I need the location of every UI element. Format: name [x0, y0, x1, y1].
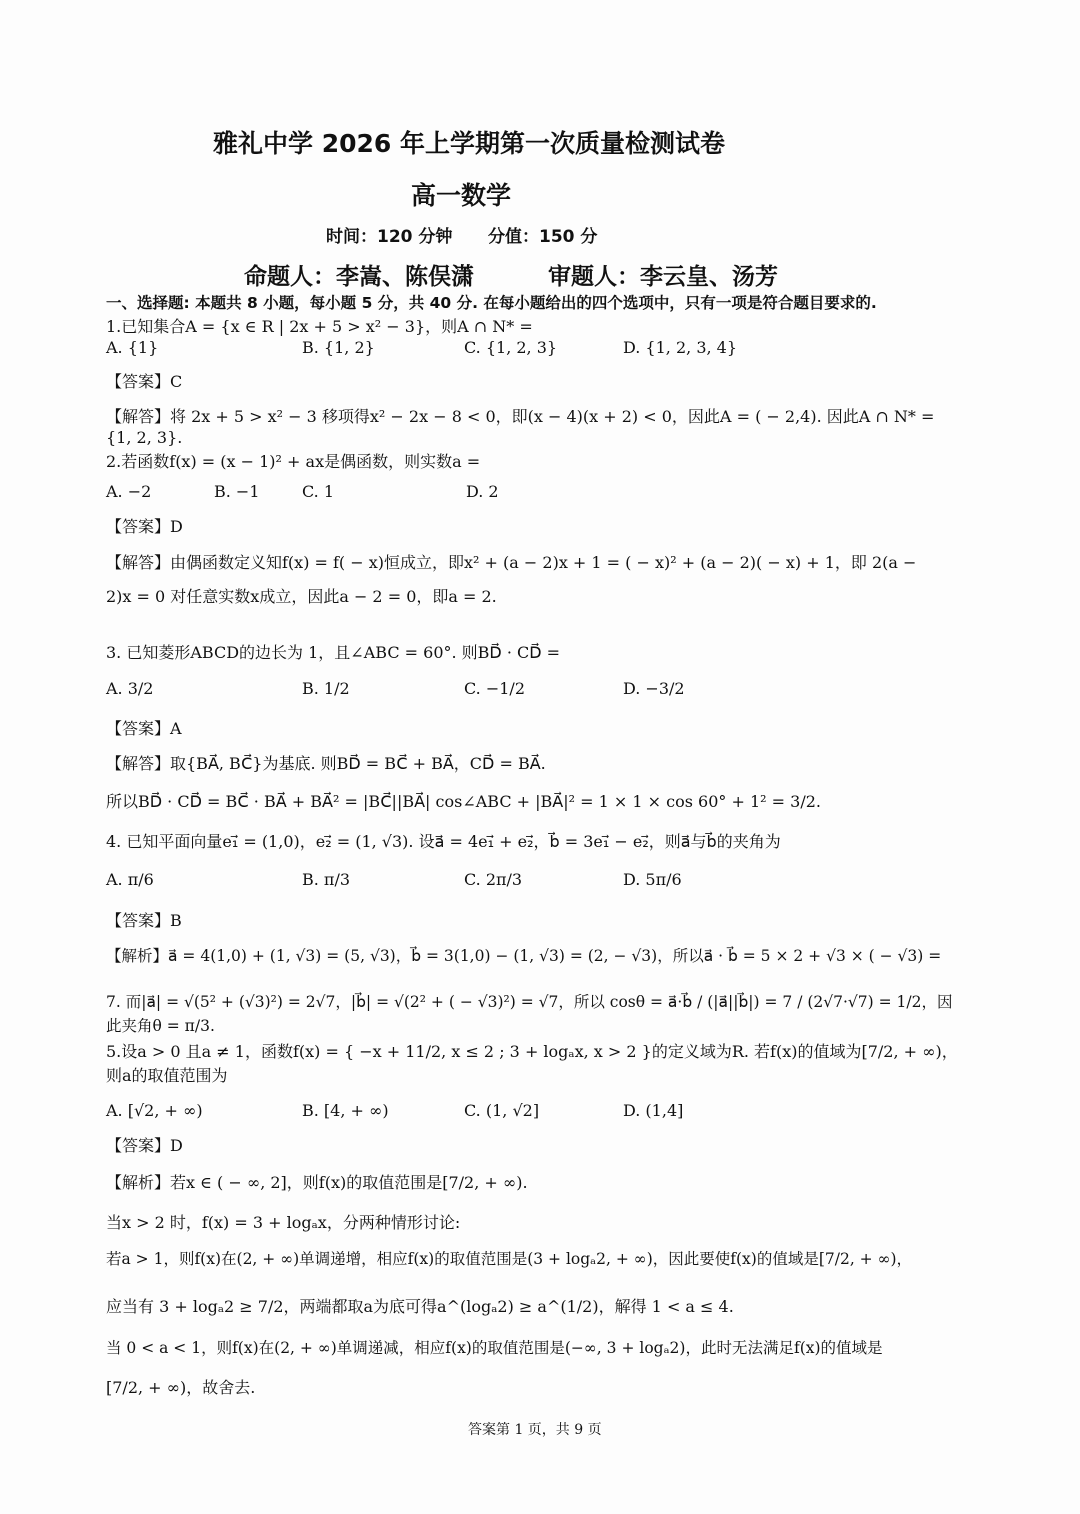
question-stem: 5.设a > 0 且a ≠ 1，函数f(x) = { −x + 11/2, x ≤ 2 ; 3 + logₐx, x > 2 }的定义域为R. 若f(x)的值域为[7/2, + ∞)，则a的取值范围为	[106, 1042, 958, 1085]
section-heading: 一、选择题: 本题共 8 小题，每小题 5 分，共 40 分. 在每小题给出的四个选项中，只有一项是符合题目要求的.	[106, 294, 877, 312]
solution-line: 【解答】将 2x + 5 > x² − 3 移项得x² − 2x − 8 < 0，即(x − 4)(x + 2) < 0，因此A = ( − 2,4). 因此A ∩ N* =	[106, 407, 935, 426]
option-d: D. 5π/6	[623, 870, 682, 889]
solution-line: 当x > 2 时，f(x) = 3 + logₐx，分两种情形讨论:	[106, 1213, 461, 1232]
option-d: D. (1,4]	[623, 1101, 684, 1120]
option-c: C. {1, 2, 3}	[464, 338, 558, 357]
solution-line: [7/2, + ∞)，故舍去.	[106, 1378, 256, 1397]
page-footer: 答案第 1 页，共 9 页	[468, 1422, 602, 1438]
exam-title: 雅礼中学 2026 年上学期第一次质量检测试卷	[213, 129, 725, 158]
exam-time: 时间：120 分钟	[326, 227, 453, 247]
option-c: C. −1/2	[464, 679, 525, 698]
option-c: C. 2π/3	[464, 870, 523, 889]
option-a: A. −2	[106, 482, 152, 501]
question-stem: 3. 已知菱形ABCD的边长为 1，且∠ABC = 60°. 则BD⃗ · CD⃗ =	[106, 643, 561, 662]
option-b: B. [4, + ∞)	[302, 1101, 389, 1120]
option-d: D. 2	[466, 482, 499, 501]
answer-label: 【答案】D	[106, 517, 183, 536]
answer-label: 【答案】B	[106, 911, 182, 930]
solution-line: 【解析】若x ∈ ( − ∞, 2]，则f(x)的取值范围是[7/2, + ∞).	[106, 1173, 528, 1192]
option-b: B. {1, 2}	[302, 338, 375, 357]
option-d: D. {1, 2, 3, 4}	[623, 338, 738, 357]
option-b: B. 1/2	[302, 679, 350, 698]
answer-label: 【答案】A	[106, 719, 182, 738]
solution-line: 应当有 3 + logₐ2 ≥ 7/2，两端都取a为底可得a^(logₐ2) ≥ a^(1/2)，解得 1 < a ≤ 4.	[106, 1297, 734, 1316]
question-stem: 4. 已知平面向量e₁⃗ = (1,0)，e₂⃗ = (1, √3). 设a⃗ = 4e₁⃗ + e₂⃗，b⃗ = 3e₁⃗ − e₂⃗，则a⃗与b⃗的夹角为	[106, 832, 781, 851]
solution-line: 若a > 1，则f(x)在(2, + ∞)单调递增，相应f(x)的取值范围是(3 + logₐ2, + ∞)，因此要使f(x)的值域是[7/2, + ∞)，	[106, 1250, 913, 1268]
question-stem: 1.已知集合A = {x ∈ R | 2x + 5 > x² − 3}，则A ∩ N* =	[106, 317, 533, 336]
solution-line: 2)x = 0 对任意实数x成立，因此a − 2 = 0，即a = 2.	[106, 587, 497, 606]
option-b: B. −1	[214, 482, 260, 501]
option-d: D. −3/2	[623, 679, 685, 698]
option-a: A. [√2, + ∞)	[106, 1101, 203, 1120]
option-c: C. 1	[302, 482, 335, 501]
exam-subject: 高一数学	[411, 181, 512, 210]
option-a: A. 3/2	[106, 679, 154, 698]
answer-label: 【答案】C	[106, 372, 183, 391]
solution-line: {1, 2, 3}.	[106, 428, 183, 447]
question-reviewers: 审题人：李云皇、汤芳	[548, 264, 778, 290]
solution-line: 当 0 < a < 1，则f(x)在(2, + ∞)单调递减，相应f(x)的取值范围是(−∞, 3 + logₐ2)，此时无法满足f(x)的值域是	[106, 1339, 883, 1357]
option-c: C. (1, √2]	[464, 1101, 540, 1120]
solution-line: 所以BD⃗ · CD⃗ = BC⃗ · BA⃗ + BA⃗² = |BC⃗||BA⃗| cos∠ABC + |BA⃗|² = 1 × 1 × cos 60° + 1² = 3/2.	[106, 792, 821, 811]
question-setters: 命题人：李嵩、陈俣潇	[244, 264, 474, 290]
solution-line: 【解答】取{BA⃗, BC⃗}为基底. 则BD⃗ = BC⃗ + BA⃗，CD⃗ = BA⃗.	[106, 754, 546, 773]
answer-label: 【答案】D	[106, 1136, 183, 1155]
question-stem: 2.若函数f(x) = (x − 1)² + ax是偶函数，则实数a =	[106, 452, 481, 471]
solution-line: 【解答】由偶函数定义知f(x) = f( − x)恒成立，即x² + (a − 2)x + 1 = ( − x)² + (a − 2)( − x) + 1，即 2(a −	[106, 553, 917, 572]
solution-line: 【解析】a⃗ = 4(1,0) + (1, √3) = (5, √3)，b⃗ = 3(1,0) − (1, √3) = (2, − √3)，所以a⃗ · b⃗ = 5 × 2 + √3 × ( − √3) =	[106, 947, 942, 965]
exam-score: 分值：150 分	[488, 227, 598, 247]
solution-line: 7. 而|a⃗| = √(5² + (√3)²) = 2√7，|b⃗| = √(2² + ( − √3)²) = √7，所以 cosθ = a⃗·b⃗ / (|a⃗||b⃗|) = 7 / (2√7·√7) = 1/2，因此夹角θ = π/3.	[106, 993, 953, 1035]
option-a: A. π/6	[106, 870, 154, 889]
option-a: A. {1}	[106, 338, 159, 357]
option-b: B. π/3	[302, 870, 351, 889]
